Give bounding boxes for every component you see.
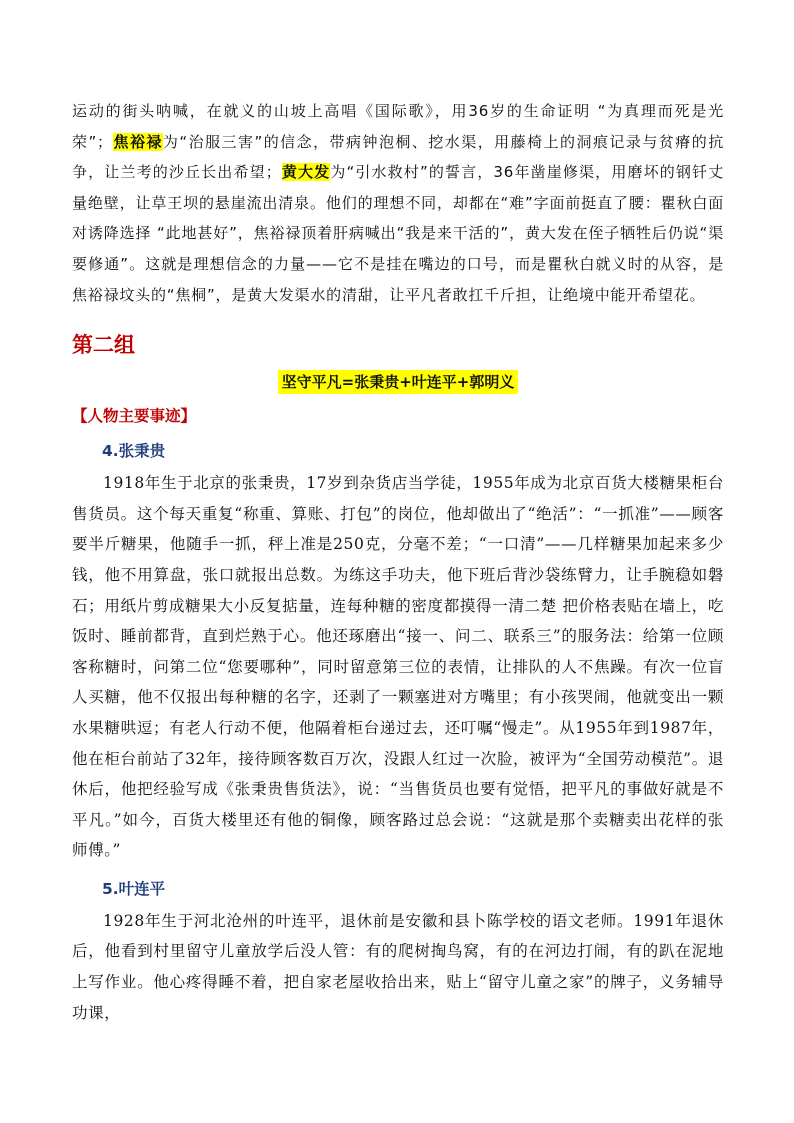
theme-wrapper [72, 370, 724, 396]
group-title: 第二组 [72, 333, 135, 358]
group-theme-banner: 坚守平凡=张秉贵+叶连平+郭明义 [278, 370, 519, 394]
intro-text-part3: 为“引水救村”的誓言，36年凿崖修渠，用磨坏的钢钎丈量绝壁，让草王坝的悬崖流出清泉。他们的理想不同，却都在“难”字面前挺直了腰：瞿秋白面对诱降选择 “此地甚好”，焦裕禄顶着肝病喊出“我是来干活的”，黄大发在侄子牺牲后仍说“渠要修通”。这就是理想信念的力量——它不是挂在嘴边的口号，而是瞿秋白就义时的从容，是焦裕禄坟头的“焦桐”，是黄大发渠水的清甜，让平凡者敢扛千斤担，让绝境中能开希望花。 [72, 163, 724, 304]
person-bio-ye-lianping: 1928年生于河北沧州的叶连平，退休前是安徽和县卜陈学校的语文老师。1991年退休后，他看到村里留守儿童放学后没人管：有的爬树掏鸟窝，有的在河边打闹，有的趴在泥地上写作业。他心疼得睡不着，把自家老屋收拾出来，贴上“留守儿童之家”的牌子，义务辅导功课， [72, 911, 724, 1022]
intro-paragraph [72, 96, 724, 310]
section-heading-main-deeds: 【人物主要事迹】 [72, 407, 197, 426]
intro-text-part1: 运动的街头呐喊，在就义的山坡上高唱《国际歌》，用36岁的生命证明 “为真理而死是光荣”； [72, 102, 724, 151]
person-heading-zhang-binggui: 4.张秉贵 [102, 442, 166, 461]
intro-text-part2: 为“治服三害”的信念，带病钟泡桐、挖水渠，用藤椅上的洞痕记录与贫瘠的抗争，让兰考的沙丘长出希望； [72, 132, 725, 182]
person-bio-zhang-binggui: 1918年生于北京的张秉贵，17岁到杂货店当学徒，1955年成为北京百货大楼糖果柜台售货员。这个每天重复“称重、算账、打包”的岗位，他却做出了“绝活”：“一抓准”——顾客要半斤糖果，他随手一抓，秤上准是250克，分毫不差；“一口清”——几样糖果加起来多少钱，他不用算盘，张口就报出总数。为练这手功夫，他下班后背沙袋练臂力，让手腕稳如磐石；用纸片剪成糖果大小反复掂量，连每种糖的密度都摸得一清二楚 把价格表贴在墙上，吃饭时、睡前都背，直到烂熟于心。他还琢磨出“接一、问二、联系三”的服务法：给第一位顾客称糖时，问第二位“您要哪种”，同时留意第三位的表情，让排队的人不焦躁。有次一位盲人买糖，他不仅报出每种糖的名字，还剥了一颗塞进对方嘴里；有小孩哭闹，他就变出一颗水果糖哄逗；有老人行动不便，他隔着柜台递过去，还叮嘱“慢走”。从1955年到1987年，他在柜台前站了32年，接待顾客数百万次，没跟人红过一次脸，被评为“全国劳动模范”。退休后，他把经验写成《张秉贵售货法》，说：“当售货员也要有觉悟，把平凡的事做好就是不平凡。”如今，百货大楼里还有他的铜像，顾客路过总会说：“这就是那个卖糖卖出花样的张师傅。” [72, 474, 724, 860]
document-page [72, 96, 724, 1028]
highlight-name-jiao-yulu: 焦裕禄 [112, 132, 163, 151]
person-heading-ye-lianping: 5.叶连平 [102, 879, 166, 898]
highlight-name-huang-dafa: 黄大发 [281, 163, 331, 182]
